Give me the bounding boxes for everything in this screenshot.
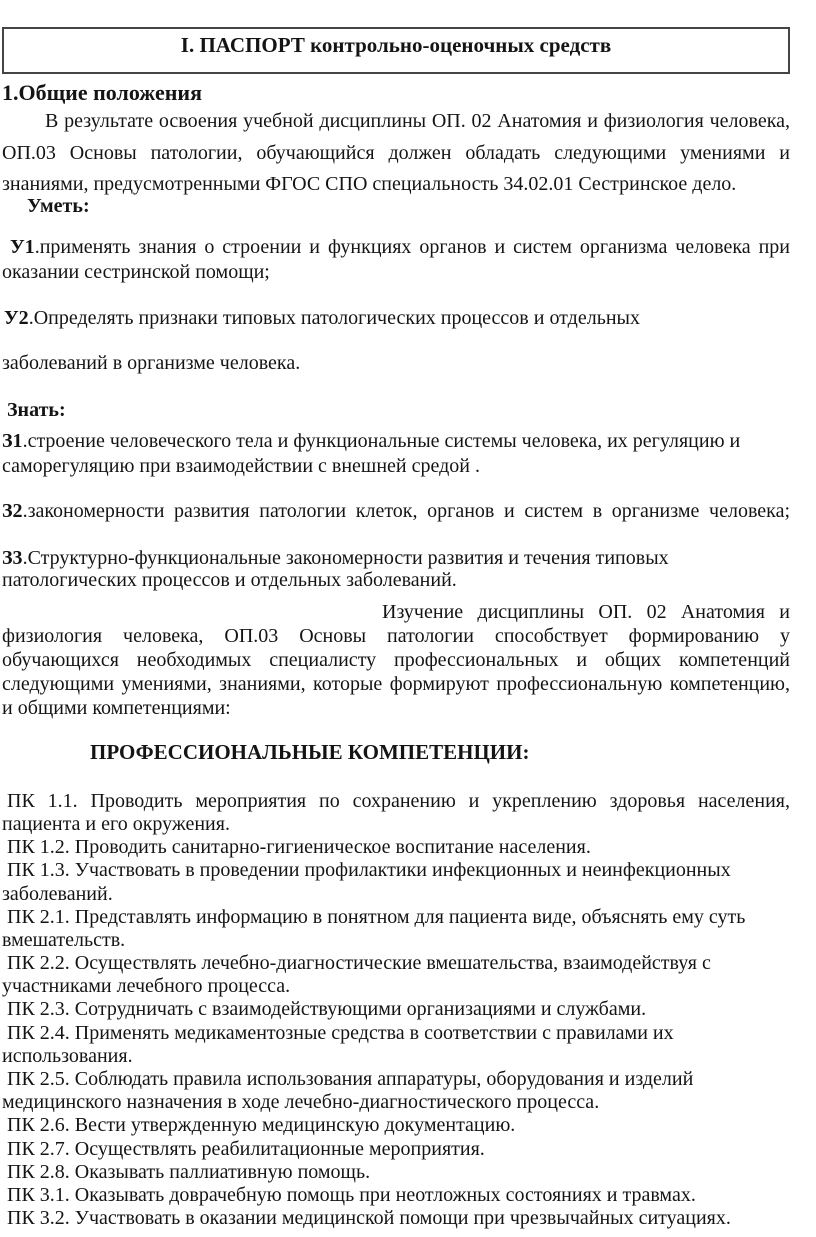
text-line: использования. (2, 1044, 133, 1067)
text-line: обучающихся необходимых специалисту профессиональных и общих компетенций (2, 648, 790, 671)
title-box (2, 27, 790, 74)
text-line: вмешательств. (2, 928, 126, 951)
knowledge-z3 (2, 547, 790, 591)
pk-item-2-2 (2, 952, 790, 998)
text-line: саморегуляцию при взаимодействии с внешней средой . (2, 454, 480, 477)
pk-item-2-7 (2, 1138, 790, 1161)
text-line: ПК 2.2. Осуществлять лечебно-диагностические вмешательства, взаимодействуя с (7, 952, 711, 975)
pk-item-1-1 (2, 790, 790, 836)
skill-u1 (2, 235, 790, 285)
text-line: ПК 2.1. Представлять информацию в понятном для пациента виде, объяснять ему суть (7, 905, 746, 928)
znat-label: Знать: (7, 398, 66, 421)
text-line: ПК 2.7. Осуществлять реабилитационные мероприятия. (7, 1137, 485, 1160)
text-line: Изучение дисциплины ОП. 02 Анатомия и (382, 600, 790, 623)
text-line: следующими умениями, знаниями, которые формируют профессиональную компетенцию, (2, 672, 790, 695)
intro-paragraph (2, 106, 790, 201)
text-line: ОП.03 Основы патологии, обучающийся должен обладать следующими умениями и (2, 141, 790, 164)
bold-prefix: З3 (2, 546, 23, 569)
text-line: В результате освоения учебной дисциплины ОП. 02 Анатомия и физиология человека, (45, 110, 790, 132)
umet-label: Уметь: (27, 194, 90, 217)
pk-item-1-2 (2, 836, 790, 859)
document-title: I. ПАСПОРТ контрольно-оценочных средств (180, 33, 612, 57)
text-line: ПК 2.4. Применять медикаментозные средства в соответствии с правилами их (7, 1021, 674, 1044)
general-provisions-heading: 1.Общие положения (2, 80, 202, 105)
pk-item-2-3 (2, 998, 790, 1021)
text-line: З2.закономерности развития патологии клеток, органов и систем в организме человека; (2, 499, 790, 522)
text-line: ПК 3.2. Участвовать в оказании медицинской помощи при чрезвычайных ситуациях. (7, 1207, 731, 1230)
text-line: ПК 1.2. Проводить санитарно-гигиеническое воспитание населения. (7, 836, 591, 859)
text-line: ПК 3.1. Оказывать доврачебную помощь при неотложных состояниях и травмах. (7, 1183, 696, 1206)
text-line: У2.Определять признаки типовых патологических процессов и отдельных (4, 306, 640, 329)
text-line: знаниями, предусмотренными ФГОС СПО специальность 34.02.01 Сестринское дело. (2, 173, 737, 196)
pk-item-2-6 (2, 1114, 790, 1137)
pk-item-1-3 (2, 859, 790, 905)
bold-prefix: З2 (2, 499, 23, 522)
pk-list (2, 790, 790, 1231)
bold-prefix: У2 (4, 306, 29, 329)
text-line: ПК 2.6. Вести утвержденную медицинскую документацию. (7, 1114, 516, 1137)
bold-prefix: У1 (10, 235, 35, 258)
pk-item-3-2 (2, 1207, 790, 1230)
knowledge-z2 (2, 499, 790, 524)
pk-item-2-8 (2, 1161, 790, 1184)
text-line: заболеваний в организме человека. (2, 351, 301, 374)
text-line: З1.строение человеческого тела и функциональные системы человека, их регуляцию и (2, 429, 741, 452)
pk-item-2-1 (2, 906, 790, 952)
text-line: участниками лечебного процесса. (2, 975, 291, 998)
text-line: У1.применять знания о строении и функциях органов и систем организма человека при (10, 235, 790, 258)
study-discipline-paragraph (2, 600, 790, 720)
text-line: оказании сестринской помощи; (2, 260, 270, 283)
text-line: ПК 1.3. Участвовать в проведении профилактики инфекционных и неинфекционных (7, 859, 731, 882)
text-line: и общими компетенциями: (2, 696, 231, 719)
text-line: пациента и его окружения. (2, 812, 230, 835)
text-line: ПК 2.8. Оказывать паллиативную помощь. (7, 1160, 371, 1183)
skill-u2 (2, 306, 790, 376)
text-line: медицинского назначения в ходе лечебно-диагностического процесса. (2, 1091, 600, 1114)
text-line: физиология человека, ОП.03 Основы патологии способствует формированию у (2, 624, 790, 647)
text-line: ПК 2.5. Соблюдать правила использования аппаратуры, оборудования и изделий (7, 1068, 694, 1091)
knowledge-z1 (2, 429, 790, 479)
text-line: ПК 1.1. Проводить мероприятия по сохранению и укреплению здоровья населения, (7, 789, 790, 812)
pk-item-2-4 (2, 1022, 790, 1068)
text-line: ПК 2.3. Сотрудничать с взаимодействующими организациями и службами. (7, 998, 647, 1021)
text-line: патологических процессов и отдельных заболеваний. (2, 568, 457, 591)
pk-item-3-1 (2, 1184, 790, 1207)
professional-competencies-heading: ПРОФЕССИОНАЛЬНЫЕ КОМПЕТЕНЦИИ: (90, 739, 530, 764)
text-line: заболеваний. (2, 882, 113, 905)
pk-item-2-5 (2, 1068, 790, 1114)
text-line: З3.Структурно-функциональные закономерности развития и течения типовых (2, 546, 669, 569)
bold-prefix: З1 (2, 429, 23, 452)
